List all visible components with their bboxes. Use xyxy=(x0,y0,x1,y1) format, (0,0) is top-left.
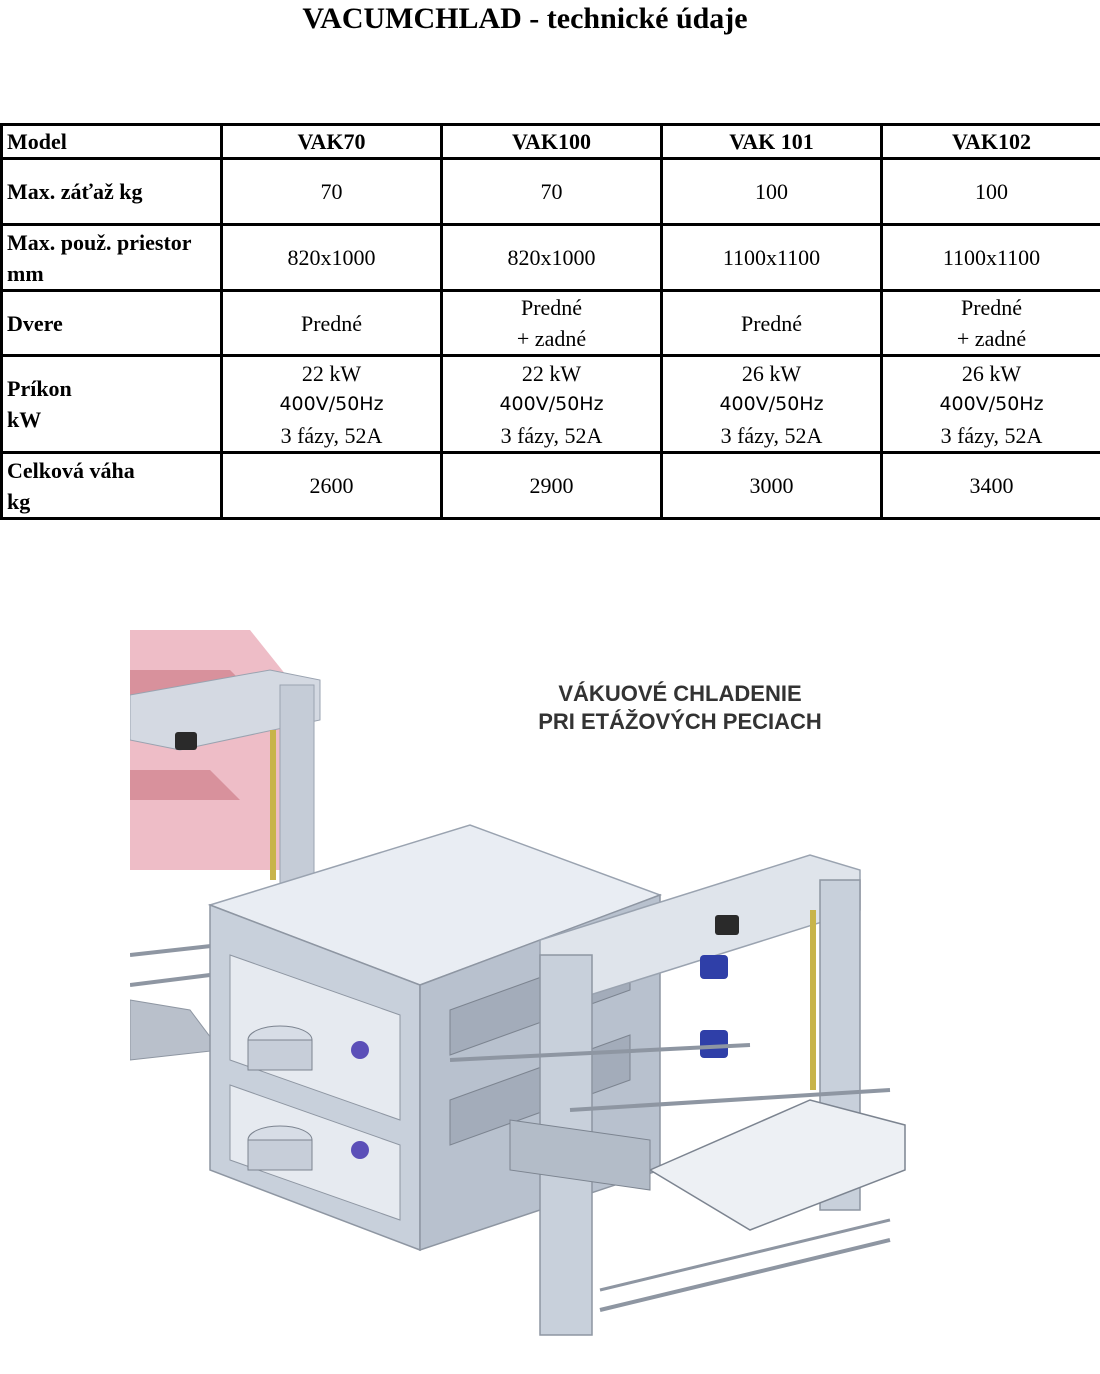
valve xyxy=(351,1141,369,1159)
table-row-weight xyxy=(2,453,1100,519)
row-label-line: Celková váha xyxy=(7,457,135,483)
left-tray xyxy=(130,1000,220,1060)
doors-line: Predné xyxy=(740,310,803,336)
doors-line: + zadné xyxy=(956,326,1027,351)
doors-line: Predné xyxy=(960,295,1023,320)
power-phase: 3 fázy, 52A xyxy=(500,422,603,448)
power-kw: 22 kW xyxy=(301,360,362,386)
cell-space: 1100x1100 xyxy=(662,225,882,291)
power-voltage: 400V/50Hz xyxy=(719,392,824,415)
power-kw: 26 kW xyxy=(961,360,1022,386)
power-phase: 3 fázy, 52A xyxy=(940,422,1043,448)
left-gantry-post xyxy=(280,685,314,885)
base-rail xyxy=(600,1220,890,1290)
doors-line: + zadné xyxy=(516,326,587,351)
row-label-line: kg xyxy=(7,488,31,514)
product-tray xyxy=(650,1100,905,1230)
cell-doors xyxy=(222,291,442,356)
row-label-weight xyxy=(2,453,222,519)
cell-doors xyxy=(442,291,662,356)
page-title: VACUMCHLAD - technické údaje xyxy=(302,2,748,35)
doors-line: Predné xyxy=(300,310,363,336)
table-row-model xyxy=(2,125,1100,159)
vacuum-pump xyxy=(248,1040,312,1070)
table-row-max-load xyxy=(2,159,1100,225)
model-name: VAK100 xyxy=(442,125,662,159)
cell-max-load: 100 xyxy=(882,159,1100,225)
power-phase: 3 fázy, 52A xyxy=(720,422,823,448)
cell-space: 820x1000 xyxy=(442,225,662,291)
caption-line: VÁKUOVÉ CHLADENIE xyxy=(558,681,802,706)
power-kw: 26 kW xyxy=(741,360,802,386)
power-kw: 22 kW xyxy=(521,360,582,386)
row-label-space xyxy=(2,225,222,291)
cell-max-load: 100 xyxy=(662,159,882,225)
power-phase: 3 fázy, 52A xyxy=(280,422,383,448)
row-label-line: mm xyxy=(7,260,44,286)
row-label-model: Model xyxy=(2,125,222,159)
table-row-space xyxy=(2,225,1100,291)
spec-table xyxy=(0,123,1100,520)
right-gantry-rail xyxy=(810,910,816,1090)
model-name: VAK 101 xyxy=(662,125,882,159)
doors-line: Predné xyxy=(520,295,583,320)
table-row-doors xyxy=(2,291,1100,356)
gantry-motor xyxy=(715,915,739,935)
cell-power xyxy=(662,356,882,453)
cell-doors xyxy=(882,291,1100,356)
model-name: VAK102 xyxy=(882,125,1100,159)
row-label-doors: Dvere xyxy=(2,291,222,356)
model-name: VAK70 xyxy=(222,125,442,159)
rail xyxy=(130,945,220,955)
cell-space: 820x1000 xyxy=(222,225,442,291)
cell-weight: 2900 xyxy=(442,453,662,519)
cell-space: 1100x1100 xyxy=(882,225,1100,291)
drive-motor xyxy=(700,955,728,979)
power-voltage: 400V/50Hz xyxy=(279,392,384,415)
vacuum-pump xyxy=(248,1140,312,1170)
cell-max-load: 70 xyxy=(222,159,442,225)
row-label-line: Max. použ. priestor xyxy=(7,229,192,255)
power-voltage: 400V/50Hz xyxy=(939,392,1044,415)
power-voltage: 400V/50Hz xyxy=(499,392,604,415)
left-gantry-rail xyxy=(270,730,276,880)
gantry-motor xyxy=(175,732,197,750)
cell-power xyxy=(882,356,1100,453)
cell-power xyxy=(222,356,442,453)
valve xyxy=(351,1041,369,1059)
row-label-line: kW xyxy=(7,407,42,432)
cell-max-load: 70 xyxy=(442,159,662,225)
row-label-max-load: Max. záťaž kg xyxy=(2,159,222,225)
cell-weight: 3400 xyxy=(882,453,1100,519)
cell-weight: 3000 xyxy=(662,453,882,519)
oven-body xyxy=(130,630,290,870)
table-row-power xyxy=(2,356,1100,453)
cell-power xyxy=(442,356,662,453)
drive-motor xyxy=(700,1030,728,1058)
row-label-power xyxy=(2,356,222,453)
row-label-line: Príkon xyxy=(7,376,72,401)
rail xyxy=(130,975,210,985)
caption-line: PRI ETÁŽOVÝCH PECIACH xyxy=(538,709,822,734)
cell-doors xyxy=(662,291,882,356)
figure-caption xyxy=(500,680,860,736)
base-rail xyxy=(600,1240,890,1310)
cell-weight: 2600 xyxy=(222,453,442,519)
